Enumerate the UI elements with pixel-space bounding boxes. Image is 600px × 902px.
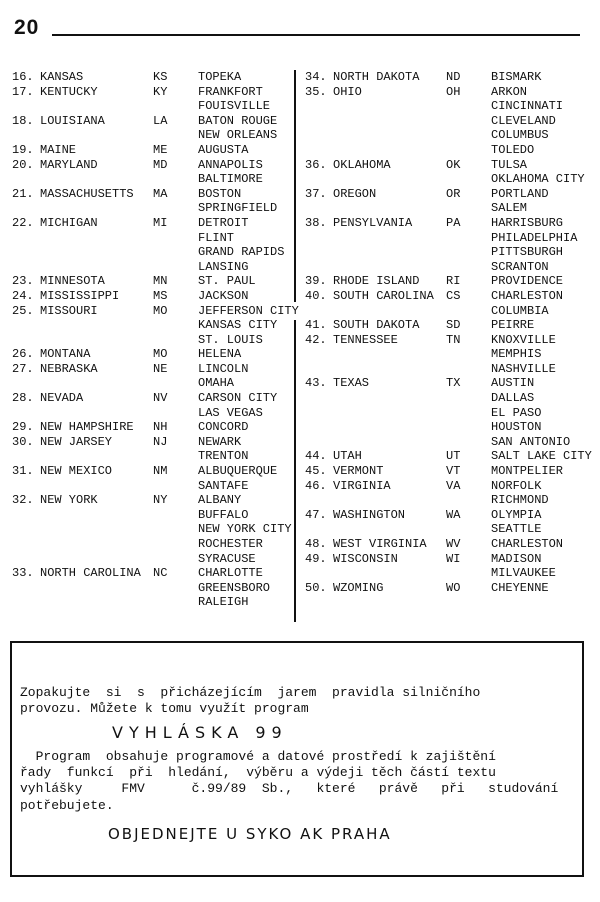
state-abbr: KS	[153, 70, 168, 84]
state-name: WEST VIRGINIA	[333, 537, 427, 551]
state-row	[305, 70, 595, 85]
state-name: OREGON	[333, 186, 377, 201]
notice-title: VYHLÁSKA 99	[112, 723, 288, 742]
city-name: PITTSBURGH	[491, 245, 564, 260]
state-number: 30.	[12, 434, 34, 449]
state-abbr: MN	[153, 274, 168, 289]
state-row	[12, 85, 302, 114]
state-name: TENNESSEE	[333, 332, 398, 347]
state-row	[12, 420, 302, 435]
states-table-right	[305, 70, 595, 595]
city-name: JEFFERSON CITY	[198, 303, 299, 318]
state-name: VIRGINIA	[333, 478, 391, 493]
state-number: 41.	[305, 318, 327, 333]
city-name: SPRINGFIELD	[198, 201, 278, 216]
state-name: NEW JARSEY	[40, 434, 113, 449]
state-row	[305, 289, 595, 318]
city-name: BALTIMORE	[198, 172, 263, 187]
state-abbr: MD	[153, 157, 168, 172]
state-abbr: PA	[446, 215, 461, 230]
column-divider	[294, 70, 296, 302]
city-name: GRAND RAPIDS	[198, 245, 285, 260]
city-name: CONCORD	[198, 420, 249, 435]
state-number: 22.	[12, 215, 34, 230]
city-name: TOLEDO	[491, 142, 535, 157]
state-abbr: MI	[153, 215, 168, 230]
city-name: OKLAHOMA CITY	[491, 172, 585, 187]
state-number: 49.	[305, 551, 327, 566]
city-name: PHILADELPHIA	[491, 230, 578, 245]
city-name: SALEM	[491, 201, 528, 216]
state-number: 50.	[305, 580, 327, 595]
city-name: RALEIGH	[198, 595, 249, 610]
city-name: COLUMBIA	[491, 303, 549, 318]
state-name: MONTANA	[40, 347, 91, 362]
state-name: NEBRASKA	[40, 361, 98, 376]
notice-box	[10, 641, 584, 877]
state-number: 43.	[305, 376, 327, 391]
state-name: NORTH CAROLINA	[40, 566, 141, 581]
state-number: 44.	[305, 449, 327, 464]
state-abbr: LA	[153, 113, 168, 128]
state-row	[305, 333, 595, 377]
state-abbr: WI	[446, 551, 461, 566]
state-row	[305, 85, 595, 158]
city-name: LAS VEGAS	[198, 405, 263, 420]
city-name: CARSON CITY	[198, 391, 278, 406]
state-name: WISCONSIN	[333, 551, 398, 566]
state-name: OHIO	[333, 84, 362, 99]
city-name: MADISON	[491, 551, 542, 566]
city-name: ROCHESTER	[198, 537, 263, 551]
state-row	[12, 362, 302, 391]
state-number: 42.	[305, 332, 327, 347]
state-number: 19.	[12, 142, 34, 157]
state-abbr: NC	[153, 566, 168, 581]
city-name: MILVAUKEE	[491, 566, 556, 581]
city-name: TOPEKA	[198, 70, 242, 84]
state-row	[12, 70, 302, 85]
city-name: DETROIT	[198, 215, 249, 230]
city-name: CHEYENNE	[491, 580, 549, 595]
state-name: MISSOURI	[40, 303, 98, 318]
state-abbr: WV	[446, 537, 461, 551]
state-name: MINNESOTA	[40, 274, 105, 289]
city-name: SAN ANTONIO	[491, 434, 571, 449]
state-row	[12, 187, 302, 216]
city-name: ALBANY	[198, 493, 242, 508]
city-name: BISMARK	[491, 70, 542, 84]
state-name: SOUTH DAKOTA	[333, 318, 420, 333]
state-abbr: KY	[153, 84, 168, 99]
state-name: MAINE	[40, 142, 77, 157]
city-name: SEATTLE	[491, 522, 542, 537]
page-number: 20	[14, 16, 40, 39]
city-name: COLUMBUS	[491, 128, 549, 143]
city-name: CHARLOTTE	[198, 566, 263, 581]
city-name: NEW ORLEANS	[198, 128, 278, 143]
state-number: 32.	[12, 493, 34, 508]
city-name: HELENA	[198, 347, 242, 362]
city-name: CHARLESTON	[491, 537, 564, 551]
city-name: EL PASO	[491, 405, 542, 420]
state-number: 38.	[305, 215, 327, 230]
state-row	[12, 464, 302, 493]
state-row	[305, 449, 595, 464]
state-name: MISSISSIPPI	[40, 288, 120, 303]
state-number: 20.	[12, 157, 34, 172]
state-name: KANSAS	[40, 70, 84, 84]
state-abbr: WA	[446, 507, 461, 522]
state-abbr: NY	[153, 493, 168, 508]
state-row	[305, 376, 595, 449]
state-row	[12, 566, 302, 610]
state-name: WASHINGTON	[333, 507, 406, 522]
city-name: NEWARK	[198, 434, 242, 449]
state-abbr: NM	[153, 464, 168, 479]
city-name: AUSTIN	[491, 376, 535, 391]
city-name: JACKSON	[198, 288, 249, 303]
city-name: KNOXVILLE	[491, 332, 556, 347]
state-number: 33.	[12, 566, 34, 581]
state-name: NEW HAMPSHIRE	[40, 420, 134, 435]
state-row	[305, 274, 595, 289]
state-row	[12, 347, 302, 362]
state-number: 31.	[12, 464, 34, 479]
city-name: ALBUQUERQUE	[198, 464, 278, 479]
state-number: 18.	[12, 113, 34, 128]
state-row	[12, 114, 302, 143]
city-name: NEW YORK CITY	[198, 522, 292, 537]
city-name: NASHVILLE	[491, 361, 556, 376]
city-name: SANTAFE	[198, 478, 249, 493]
state-abbr: NJ	[153, 434, 168, 449]
notice-paragraph: Zopakujte si s přicházejícím jarem pravidla silničního provozu. Můžete k tomu využít program	[20, 685, 481, 717]
states-table-left	[12, 70, 302, 610]
state-row	[12, 391, 302, 420]
city-name: OMAHA	[198, 376, 235, 391]
state-row	[12, 289, 302, 304]
state-abbr: OR	[446, 186, 461, 201]
state-name: VERMONT	[333, 464, 384, 479]
state-abbr: NV	[153, 391, 168, 406]
state-name: RHODE ISLAND	[333, 274, 420, 289]
state-name: KENTUCKY	[40, 84, 98, 99]
state-abbr: OK	[446, 157, 461, 172]
city-name: SCRANTON	[491, 259, 549, 274]
state-name: MASSACHUSETTS	[40, 186, 134, 201]
state-row	[305, 187, 595, 216]
city-name: NORFOLK	[491, 478, 542, 493]
state-number: 45.	[305, 464, 327, 479]
state-name: NORTH DAKOTA	[333, 70, 420, 84]
state-name: NEVADA	[40, 391, 84, 406]
city-name: LINCOLN	[198, 361, 249, 376]
state-abbr: MO	[153, 347, 168, 362]
city-name: PORTLAND	[491, 186, 549, 201]
city-name: ARKON	[491, 84, 528, 99]
city-name: SALT LAKE CITY	[491, 449, 592, 464]
state-abbr: MO	[153, 303, 168, 318]
city-name: DALLAS	[491, 391, 535, 406]
state-number: 29.	[12, 420, 34, 435]
column-divider	[294, 320, 296, 622]
state-row	[305, 464, 595, 479]
city-name: LANSING	[198, 259, 249, 274]
city-name: PEIRRE	[491, 318, 535, 333]
state-number: 35.	[305, 84, 327, 99]
state-number: 24.	[12, 288, 34, 303]
state-name: PENSYLVANIA	[333, 215, 413, 230]
state-abbr: TX	[446, 376, 461, 391]
state-name: MARYLAND	[40, 157, 98, 172]
city-name: HOUSTON	[491, 420, 542, 435]
city-name: MEMPHIS	[491, 347, 542, 362]
city-name: ANNAPOLIS	[198, 157, 263, 172]
state-number: 40.	[305, 288, 327, 303]
state-row	[12, 304, 302, 348]
state-abbr: VT	[446, 464, 461, 479]
state-abbr: MS	[153, 288, 168, 303]
city-name: CHARLESTON	[491, 288, 564, 303]
state-row	[305, 158, 595, 187]
state-abbr: MA	[153, 186, 168, 201]
city-name: RICHMOND	[491, 493, 549, 508]
state-abbr: UT	[446, 449, 461, 464]
state-row	[305, 537, 595, 552]
state-abbr: NE	[153, 361, 168, 376]
state-number: 37.	[305, 186, 327, 201]
city-name: CINCINNATI	[491, 99, 564, 114]
state-name: NEW YORK	[40, 493, 98, 508]
state-abbr: TN	[446, 332, 461, 347]
state-abbr: VA	[446, 478, 461, 493]
state-abbr: ND	[446, 70, 461, 84]
state-name: LOUISIANA	[40, 113, 105, 128]
state-number: 23.	[12, 274, 34, 289]
state-number: 26.	[12, 347, 34, 362]
state-number: 48.	[305, 537, 327, 551]
state-row	[12, 274, 302, 289]
city-name: BUFFALO	[198, 507, 249, 522]
city-name: SYRACUSE	[198, 551, 256, 566]
city-name: PROVIDENCE	[491, 274, 564, 289]
city-name: BATON ROUGE	[198, 113, 278, 128]
city-name: BOSTON	[198, 186, 242, 201]
state-abbr: WO	[446, 580, 461, 595]
state-number: 27.	[12, 361, 34, 376]
state-abbr: SD	[446, 318, 461, 333]
state-name: MICHIGAN	[40, 215, 98, 230]
state-row	[12, 435, 302, 464]
state-abbr: OH	[446, 84, 461, 99]
state-row	[305, 581, 595, 596]
city-name: TULSA	[491, 157, 528, 172]
state-number: 39.	[305, 274, 327, 289]
state-name: WZOMING	[333, 580, 384, 595]
city-name: HARRISBURG	[491, 215, 564, 230]
state-row	[12, 143, 302, 158]
state-number: 47.	[305, 507, 327, 522]
state-number: 16.	[12, 70, 34, 84]
state-row	[305, 479, 595, 508]
state-name: UTAH	[333, 449, 362, 464]
city-name: ST. PAUL	[198, 274, 256, 289]
city-name: ST. LOUIS	[198, 332, 263, 347]
state-number: 21.	[12, 186, 34, 201]
state-row	[12, 493, 302, 566]
order-line: OBJEDNEJTE U SYKO AK PRAHA	[108, 825, 392, 843]
state-name: SOUTH CAROLINA	[333, 288, 434, 303]
state-row	[305, 318, 595, 333]
city-name: KANSAS CITY	[198, 318, 278, 333]
state-number: 28.	[12, 391, 34, 406]
state-name: OKLAHOMA	[333, 157, 391, 172]
state-row	[305, 216, 595, 274]
state-abbr: RI	[446, 274, 461, 289]
state-abbr: CS	[446, 288, 461, 303]
header-rule	[52, 34, 580, 36]
city-name: AUGUSTA	[198, 142, 249, 157]
city-name: GREENSBORO	[198, 580, 271, 595]
state-abbr: ME	[153, 142, 168, 157]
state-number: 25.	[12, 303, 34, 318]
state-number: 36.	[305, 157, 327, 172]
city-name: CLEVELAND	[491, 113, 556, 128]
state-name: NEW MEXICO	[40, 464, 113, 479]
city-name: MONTPELIER	[491, 464, 564, 479]
state-row	[305, 508, 595, 537]
state-row	[12, 216, 302, 274]
notice-paragraph: Program obsahuje programové a datové prostředí k zajištění řady funkcí při hledání, výběru a výdeji těch částí textu vyhlášky FMV č.99/89 Sb., které právě při studování potřebujete.	[20, 749, 559, 813]
state-row	[305, 552, 595, 581]
state-number: 17.	[12, 84, 34, 99]
state-number: 34.	[305, 70, 327, 84]
state-number: 46.	[305, 478, 327, 493]
city-name: TRENTON	[198, 449, 249, 464]
state-row	[12, 158, 302, 187]
city-name: FRANKFORT	[198, 84, 263, 99]
city-name: FOUISVILLE	[198, 99, 271, 114]
state-abbr: NH	[153, 420, 168, 435]
city-name: OLYMPIA	[491, 507, 542, 522]
state-name: TEXAS	[333, 376, 370, 391]
city-name: FLINT	[198, 230, 235, 245]
